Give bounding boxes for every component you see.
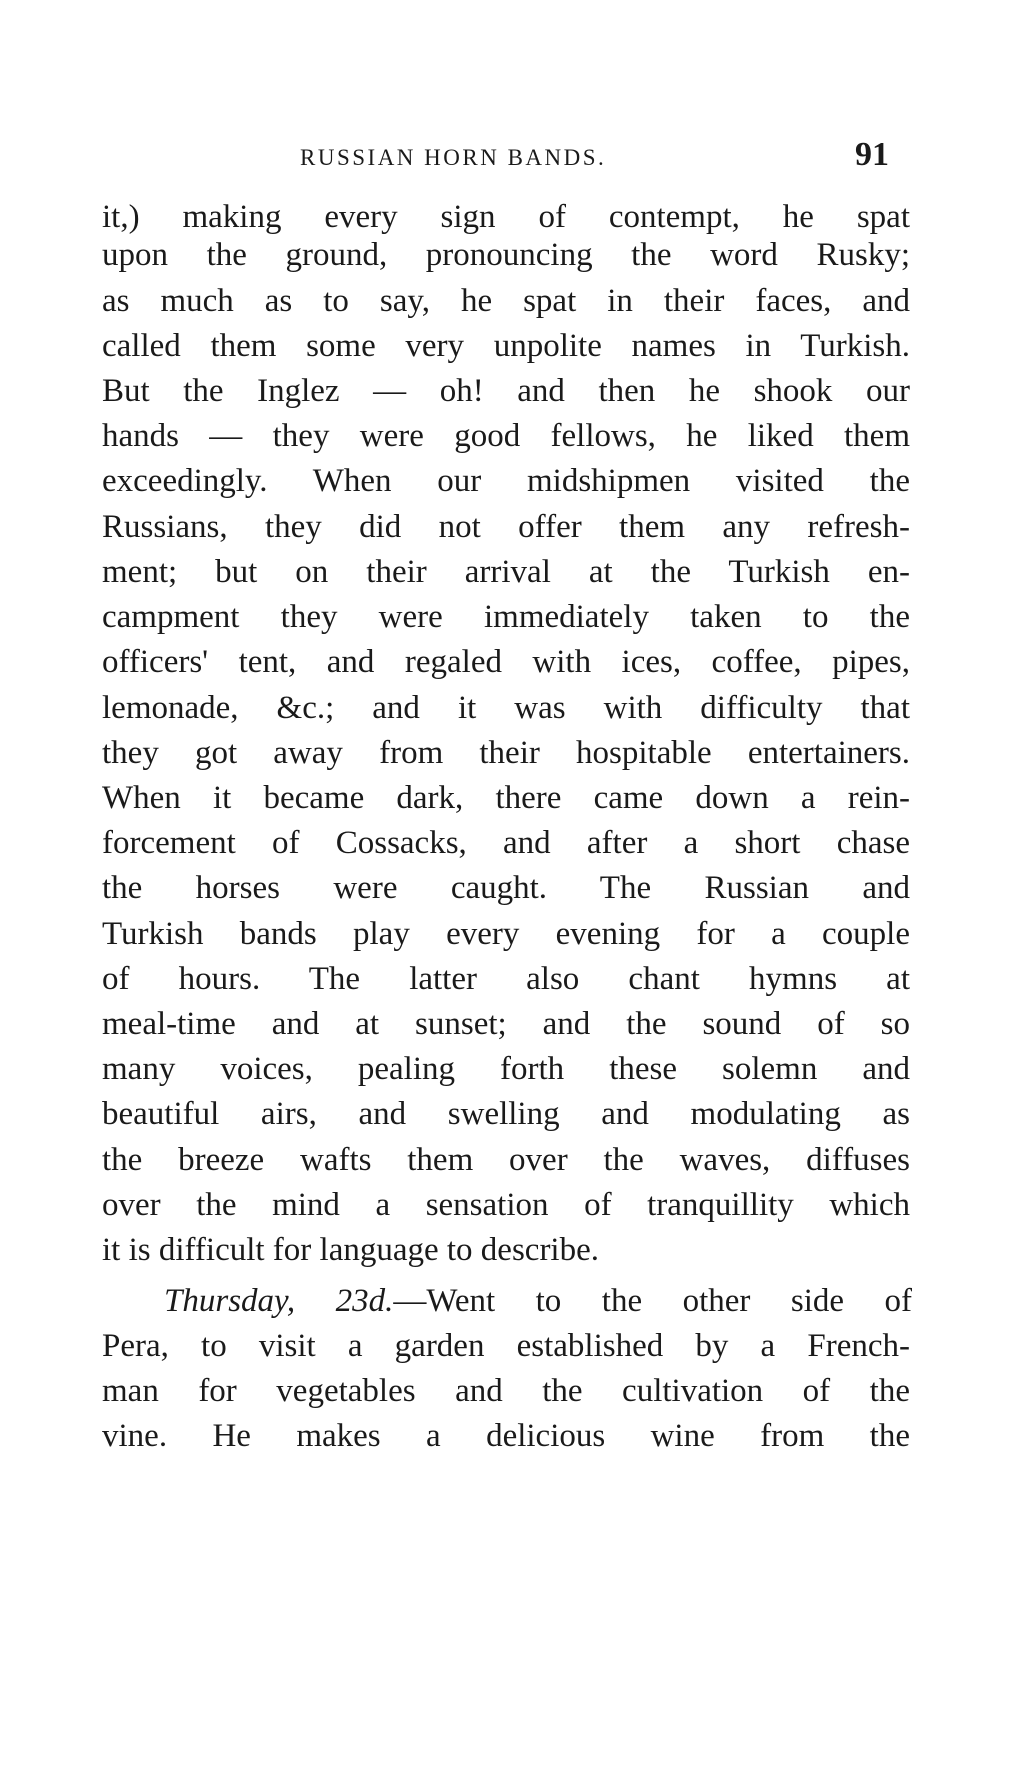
page-number: 91 [855, 136, 889, 173]
text-line: forcement of Cossacks, and after a short chase [102, 825, 910, 861]
text-line: it,) making every sign of contempt, he spat [102, 199, 910, 235]
text-line: But the Inglez — oh! and then he shook our [102, 373, 910, 409]
text-line: Russians, they did not offer them any refresh- [102, 509, 910, 545]
text-line: as much as to say, he spat in their faces, and [102, 283, 910, 319]
text-line: upon the ground, pronouncing the word Rusky; [102, 237, 910, 273]
text-line: the horses were caught. The Russian and [102, 870, 910, 906]
text-line: they got away from their hospitable entertainers. [102, 735, 910, 771]
text-line: beautiful airs, and swelling and modulating as [102, 1096, 910, 1132]
running-title: RUSSIAN HORN BANDS. [300, 145, 607, 170]
text-line: the breeze wafts them over the waves, diffuses [102, 1142, 910, 1178]
diary-entry-first-line [164, 1281, 912, 1321]
text-line: over the mind a sensation of tranquillity which [102, 1187, 910, 1223]
text-line: it is difficult for language to describe. [102, 1232, 599, 1268]
text-line: called them some very unpolite names in Turkish. [102, 328, 910, 364]
text-line: many voices, pealing forth these solemn and [102, 1051, 910, 1087]
text-line: man for vegetables and the cultivation of the [102, 1373, 910, 1409]
text-line: of hours. The latter also chant hymns at [102, 961, 910, 997]
text-line: officers' tent, and regaled with ices, coffee, pipes, [102, 644, 910, 680]
text-line: exceedingly. When our midshipmen visited the [102, 463, 910, 499]
text-line: hands — they were good fellows, he liked them [102, 418, 910, 454]
text-line: lemonade, &c.; and it was with difficulty that [102, 690, 910, 726]
entry-text: —Went to the other side of [393, 1283, 912, 1319]
text-line: ment; but on their arrival at the Turkish en- [102, 554, 910, 590]
text-line: Pera, to visit a garden established by a French- [102, 1328, 910, 1364]
text-line: meal-time and at sunset; and the sound of so [102, 1006, 910, 1042]
text-line: When it became dark, there came down a rein- [102, 780, 910, 816]
text-line: campment they were immediately taken to the [102, 599, 910, 635]
text-line: vine. He makes a delicious wine from the [102, 1418, 910, 1454]
entry-date: Thursday, 23d. [164, 1283, 394, 1319]
text-line: Turkish bands play every evening for a couple [102, 916, 910, 952]
